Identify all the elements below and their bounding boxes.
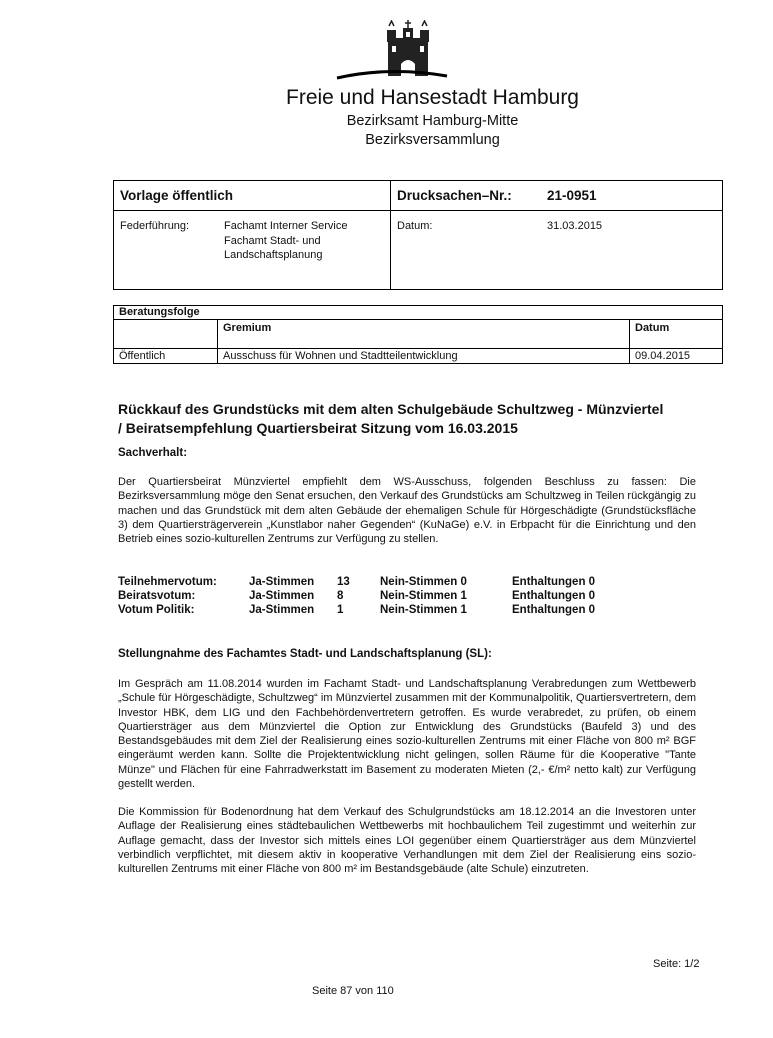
- document-title-line-2: / Beiratsempfehlung Quartiersbeirat Sitzung vom 16.03.2015: [118, 419, 518, 436]
- vote-enthaltungen: Enthaltungen 0: [512, 590, 596, 602]
- page-number-right: Seite: 1/2: [653, 958, 700, 970]
- vote-ja-label: Ja-Stimmen: [249, 604, 315, 616]
- header-department: Bezirksversammlung: [365, 132, 500, 148]
- vote-nein: Nein-Stimmen 1: [380, 590, 467, 602]
- vote-ja-label: Ja-Stimmen: [249, 576, 315, 588]
- row-status: Öffentlich: [119, 350, 166, 362]
- header-title: Freie und Hansestadt Hamburg: [286, 86, 579, 109]
- federfuehrung-values: [224, 219, 348, 263]
- document-title: [118, 400, 718, 437]
- beratungsfolge-table: [113, 305, 723, 364]
- datum-label: Datum:: [397, 220, 433, 232]
- vote-ja-count: 1: [337, 604, 344, 616]
- stellungnahme-paragraph-2: Die Kommission für Bodenordnung hat dem Verkauf des Schulgrundstücks am 18.12.2014 an die Investoren unter Auflage der Realisierung eines städtebaulichen Wettbewerbs mit hochbaulichem Teil zugestimmt und weiterhin zur Auflage gemacht, dass der Investor sich mittels eines LOI gegenüber einem Quartiersträger aus dem Münzviertel verbindlich verpflichtet, mit diesem aktiv in kooperative Verhandlungen mit dem Ziel der Realisierung eins sozio-kulturellen Zentrums mit einer Fläche von 800 m² im Bestandsgebäude (alte Schule) einzutreten.: [118, 806, 696, 876]
- vorlage-label: Vorlage öffentlich: [120, 188, 234, 203]
- row-gremium: Ausschuss für Wohnen und Stadtteilentwicklung: [223, 350, 458, 362]
- vote-nein: Nein-Stimmen 0: [380, 576, 467, 588]
- beratungsfolge-title: Beratungsfolge: [119, 306, 200, 318]
- vote-label: Teilnehmervotum:: [118, 576, 217, 588]
- federfuehrung-line-3: Landschaftsplanung: [224, 249, 323, 261]
- header-swoosh-icon: [335, 62, 450, 84]
- federfuehrung-line-2: Fachamt Stadt- und: [224, 234, 321, 247]
- document-title-line-1: Rückkauf des Grundstücks mit dem alten Schulgebäude Schultzweg - Münzviertel: [118, 401, 664, 417]
- vote-label: Votum Politik:: [118, 604, 195, 616]
- col-datum: Datum: [635, 322, 670, 334]
- datum-value: 31.03.2015: [547, 220, 603, 232]
- stellungnahme-label: Stellungnahme des Fachamtes Stadt- und Landschaftsplanung (SL):: [118, 648, 492, 660]
- vote-ja-count: 13: [337, 576, 350, 588]
- info-box: [113, 180, 723, 290]
- vote-ja-count: 8: [337, 590, 344, 602]
- vote-ja-label: Ja-Stimmen: [249, 590, 315, 602]
- sachverhalt-text: Der Quartiersbeirat Münzviertel empfiehlt dem WS-Ausschuss, folgenden Beschluss zu fassen: Die Bezirksversammlung möge den Senat ersuchen, den Verkauf des Grundstücks am Schultzweg in Teilen rückgängig zu machen und das Grundstück mit dem alten Gebäude der ehemaligen Schule für Hörgeschädigte (Grundstücksfläche 3) dem Quartiersträgerverein „Kunstlabor naher Gegenden“ (KuNaGe) e.V. in Erbpacht für die Einrichtung und den Betrieb eines sozio-kulturellen Zentrums zur Verfügung zu stellen.: [118, 476, 696, 546]
- header-subtitle: Bezirksamt Hamburg-Mitte: [346, 113, 519, 129]
- federfuehrung-label: Federführung:: [120, 220, 190, 232]
- vote-nein: Nein-Stimmen 1: [380, 604, 467, 616]
- vote-enthaltungen: Enthaltungen 0: [512, 604, 596, 616]
- vote-label: Beiratsvotum:: [118, 590, 196, 602]
- page-number-bottom: Seite 87 von 110: [312, 985, 394, 997]
- col-gremium: Gremium: [223, 322, 272, 334]
- row-datum: 09.04.2015: [635, 350, 691, 362]
- vote-enthaltungen: Enthaltungen 0: [512, 576, 596, 588]
- drucksachen-nr: 21-0951: [547, 188, 597, 203]
- drucksachen-label: Drucksachen–Nr.:: [397, 188, 512, 203]
- stellungnahme-paragraph-1: Im Gespräch am 11.08.2014 wurden im Fachamt Stadt- und Landschaftsplanung Verabredungen zum Wettbewerb „Schule für Hörgeschädigte, Schultzweg“ im Münzviertel zusammen mit der Kommunalpolitik, Quartiersvertretern, dem Investor HBK, dem LIG und den Fachbehördenvertretern getroffen. Es wurde verabredet, zu prüfen, ob einem Quartiersträger aus dem Münzviertel die Option zur Entwicklung des Grundstücks (Baufeld 3) und des Bestandsgebäudes mit dem Ziel der Realisierung eines sozio-kulturellen Zentrums mit einer Fläche von 800 m² BGF eingeräumt werden kann. Sollte die Projektentwicklung nicht gelingen, sollen Räume für die Kooperative "Tante Münze" und Flächen für eine Fahrradwerkstatt im Basement zu moderaten Mieten (2,- €/m² netto kalt) zur Verfügung gestellt werden.: [118, 678, 696, 791]
- sachverhalt-label: Sachverhalt:: [118, 447, 188, 459]
- federfuehrung-line-1: Fachamt Interner Service: [224, 220, 348, 232]
